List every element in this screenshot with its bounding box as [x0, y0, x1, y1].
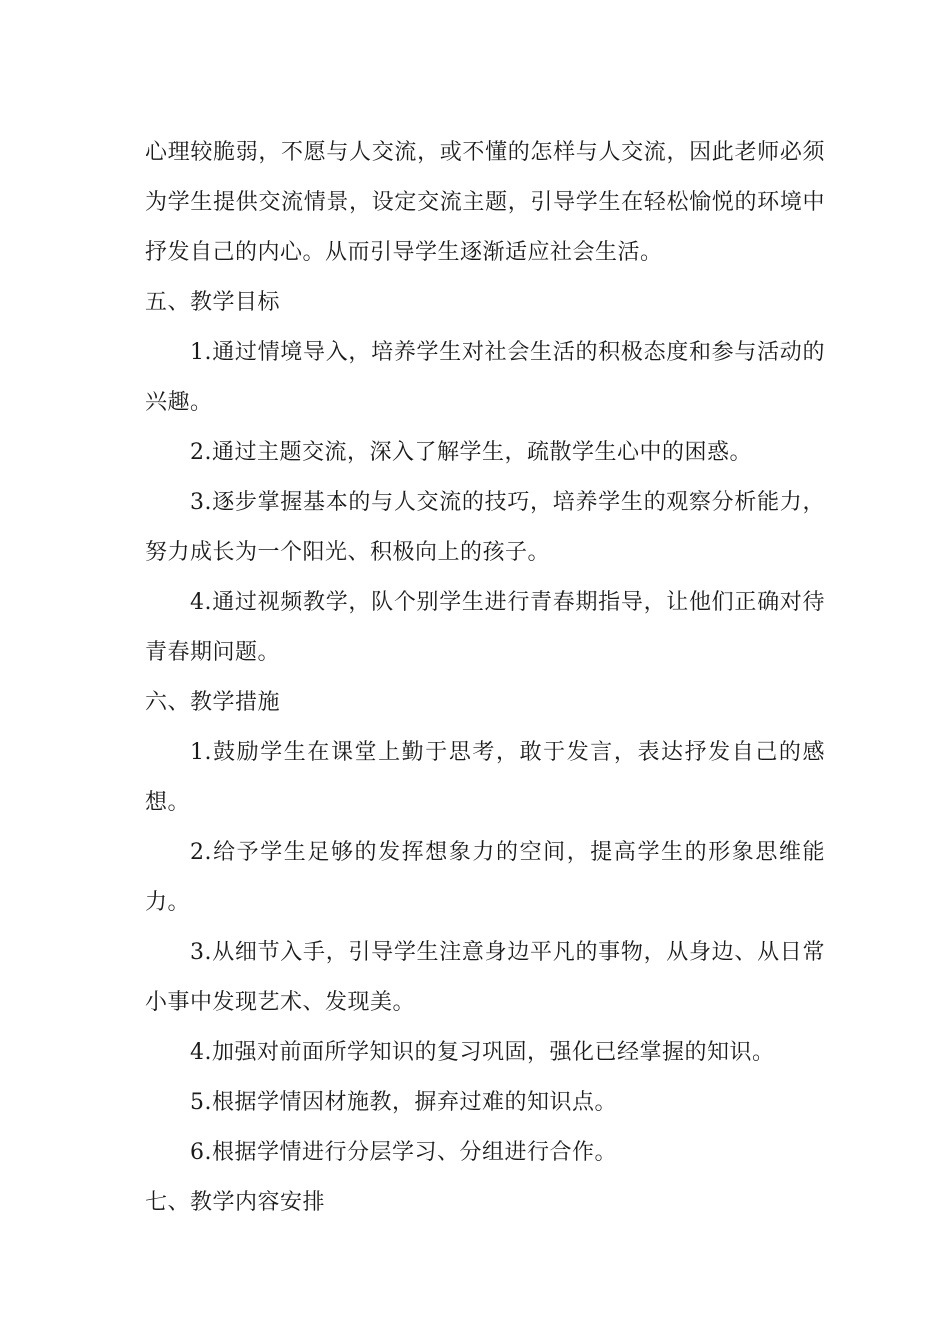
measure-item-6: 6.根据学情进行分层学习、分组进行合作。 [190, 1140, 617, 1165]
measure-item-4: 4.加强对前面所学知识的复习巩固，强化已经掌握的知识。 [190, 1040, 775, 1065]
section-heading-content: 七、教学内容安排 [145, 1190, 326, 1215]
intro-paragraph: 心理较脆弱，不愿与人交流，或不懂的怎样与人交流，因此老师必须为学生提供交流情景，设定交流主题，引导学生在轻松愉悦的环境中抒发自己的内心。从而引导学生逐渐适应社会生活。 [145, 140, 825, 265]
measure-item-3: 3.从细节入手，引导学生注意身边平凡的事物，从身边、从日常小事中发现艺术、发现美。 [145, 940, 825, 1015]
goal-item-1: 1.通过情境导入，培养学生对社会生活的积极态度和参与活动的兴趣。 [145, 340, 825, 415]
measure-item-5: 5.根据学情因材施教，摒弃过难的知识点。 [190, 1090, 617, 1115]
measure-item-2: 2.给予学生足够的发挥想象力的空间，提高学生的形象思维能力。 [145, 840, 825, 915]
goal-item-2: 2.通过主题交流，深入了解学生，疏散学生心中的困惑。 [190, 440, 752, 465]
goal-item-4: 4.通过视频教学，队个别学生进行青春期指导，让他们正确对待青春期问题。 [145, 590, 825, 665]
measure-item-1: 1.鼓励学生在课堂上勤于思考，敢于发言，表达抒发自己的感想。 [145, 740, 825, 815]
section-heading-measures: 六、教学措施 [145, 690, 281, 715]
section-heading-goals: 五、教学目标 [145, 290, 281, 315]
goal-item-3: 3.逐步掌握基本的与人交流的技巧，培养学生的观察分析能力，努力成长为一个阳光、积极向上的孩子。 [145, 490, 825, 565]
document-body [145, 128, 825, 1228]
